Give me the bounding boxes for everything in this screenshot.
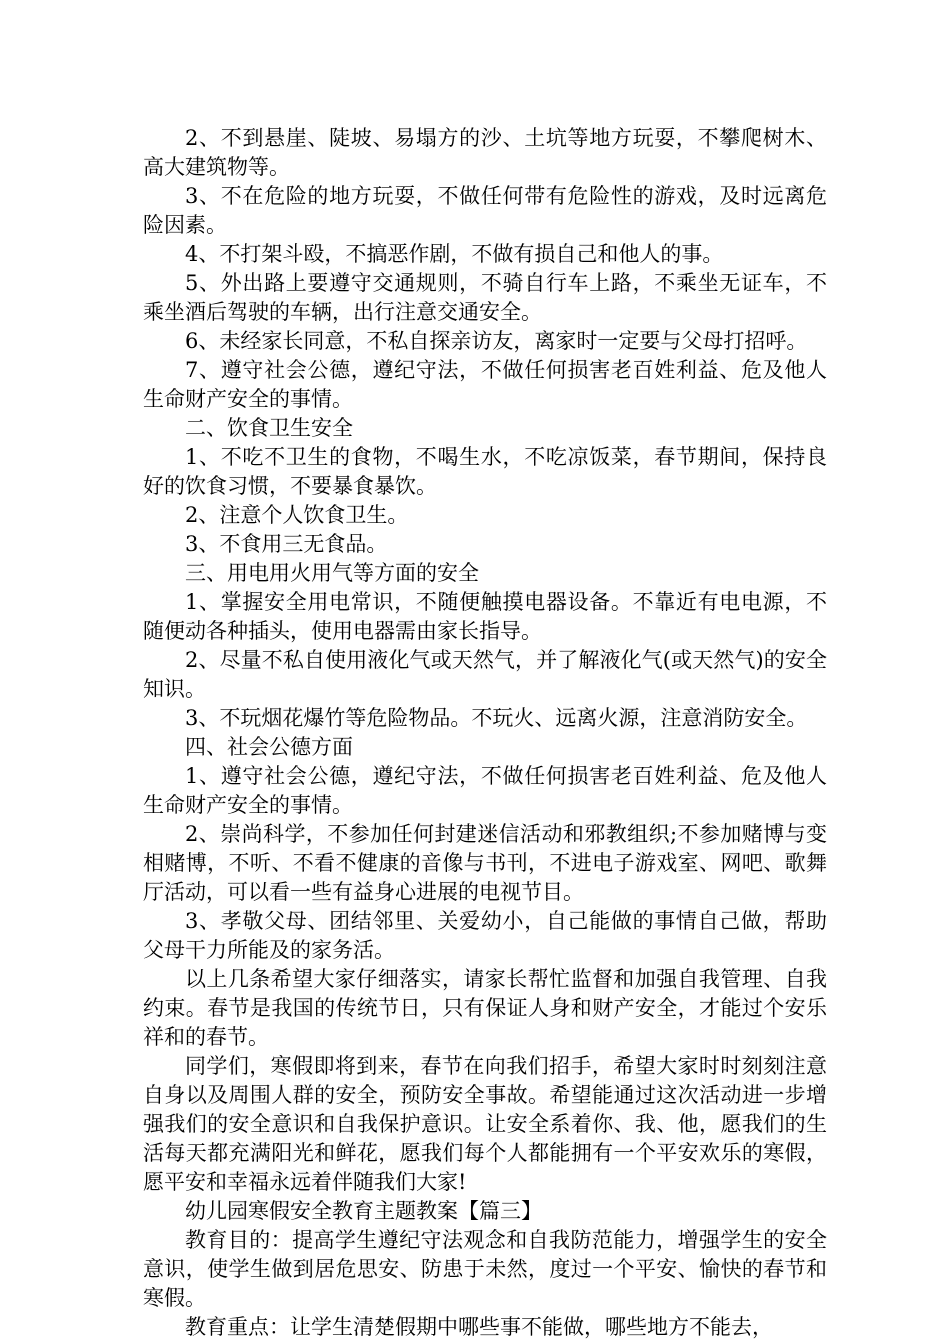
paragraph-19: 教育重点：让学生清楚假期中哪些事不能做，哪些地方不能去， [185, 1315, 773, 1339]
paragraph-18: 教育目的：提高学生遵纪守法观念和自我防范能力，增强学生的安全意识，使学生做到居危思安、防患于未然，度过一个平安、愉快的春节和寒假。 [143, 1228, 827, 1310]
paragraph-2: 3、不在危险的地方玩耍，不做任何带有危险性的游戏，及时远离危险因素。 [143, 184, 827, 237]
paragraph-3: 4、不打架斗殴，不搞恶作剧，不做有损自己和他人的事。 [185, 242, 724, 266]
paragraph-4: 5、外出路上要遵守交通规则，不骑自行车上路，不乘坐无证车，不乘坐酒后驾驶的车辆，出行注意交通安全。 [143, 271, 827, 324]
document-body [143, 124, 827, 1342]
paragraph-17: 同学们，寒假即将到来，春节在向我们招手，希望大家时时刻刻注意自身以及周围人群的安全，预防安全事故。希望能通过这次活动进一步增强我们的安全意识和自我保护意识。让安全系着你、我、他，愿我们的生活每天都充满阳光和鲜花，愿我们每个人都能拥有一个平安欢乐的寒假，愿平安和幸福永远着伴随我们大家! [143, 1054, 827, 1194]
paragraph-10: 1、掌握安全用电常识，不随便触摸电器设备。不靠近有电电源，不随便动各种插头，使用电器需由家长指导。 [143, 590, 827, 643]
section-heading-diet: 二、饮食卫生安全 [185, 416, 353, 440]
paragraph-6: 7、遵守社会公德，遵纪守法，不做任何损害老百姓利益、危及他人生命财产安全的事情。 [143, 358, 827, 411]
paragraph-9: 3、不食用三无食品。 [185, 532, 388, 556]
paragraph-5: 6、未经家长同意，不私自探亲访友，离家时一定要与父母打招呼。 [185, 329, 808, 353]
paragraph-11: 2、尽量不私自使用液化气或天然气，并了解液化气(或天然气)的安全知识。 [143, 648, 827, 701]
paragraph-1: 2、不到悬崖、陡坡、易塌方的沙、土坑等地方玩耍，不攀爬树木、高大建筑物等。 [143, 126, 827, 179]
paragraph-8: 2、注意个人饮食卫生。 [185, 503, 409, 527]
lesson-title: 幼儿园寒假安全教育主题教案【篇三】 [185, 1199, 542, 1223]
paragraph-14: 2、崇尚科学，不参加任何封建迷信活动和邪教组织;不参加赌博与变相赌博，不听、不看不健康的音像与书刊，不进电子游戏室、网吧、歌舞厅活动，可以看一些有益身心进展的电视节目。 [143, 822, 827, 904]
paragraph-15: 3、孝敬父母、团结邻里、关爱幼小，自己能做的事情自己做，帮助父母干力所能及的家务活。 [143, 909, 827, 962]
section-heading-ethics: 四、社会公德方面 [185, 735, 353, 759]
paragraph-12: 3、不玩烟花爆竹等危险物品。不玩火、远离火源，注意消防安全。 [185, 706, 808, 730]
section-heading-electricity: 三、用电用火用气等方面的安全 [185, 561, 479, 585]
paragraph-7: 1、不吃不卫生的食物，不喝生水，不吃凉饭菜，春节期间，保持良好的饮食习惯，不要暴食暴饮。 [143, 445, 827, 498]
paragraph-16: 以上几条希望大家仔细落实，请家长帮忙监督和加强自我管理、自我约束。春节是我国的传统节日，只有保证人身和财产安全，才能过个安乐祥和的春节。 [143, 967, 827, 1049]
paragraph-13: 1、遵守社会公德，遵纪守法，不做任何损害老百姓利益、危及他人生命财产安全的事情。 [143, 764, 827, 817]
